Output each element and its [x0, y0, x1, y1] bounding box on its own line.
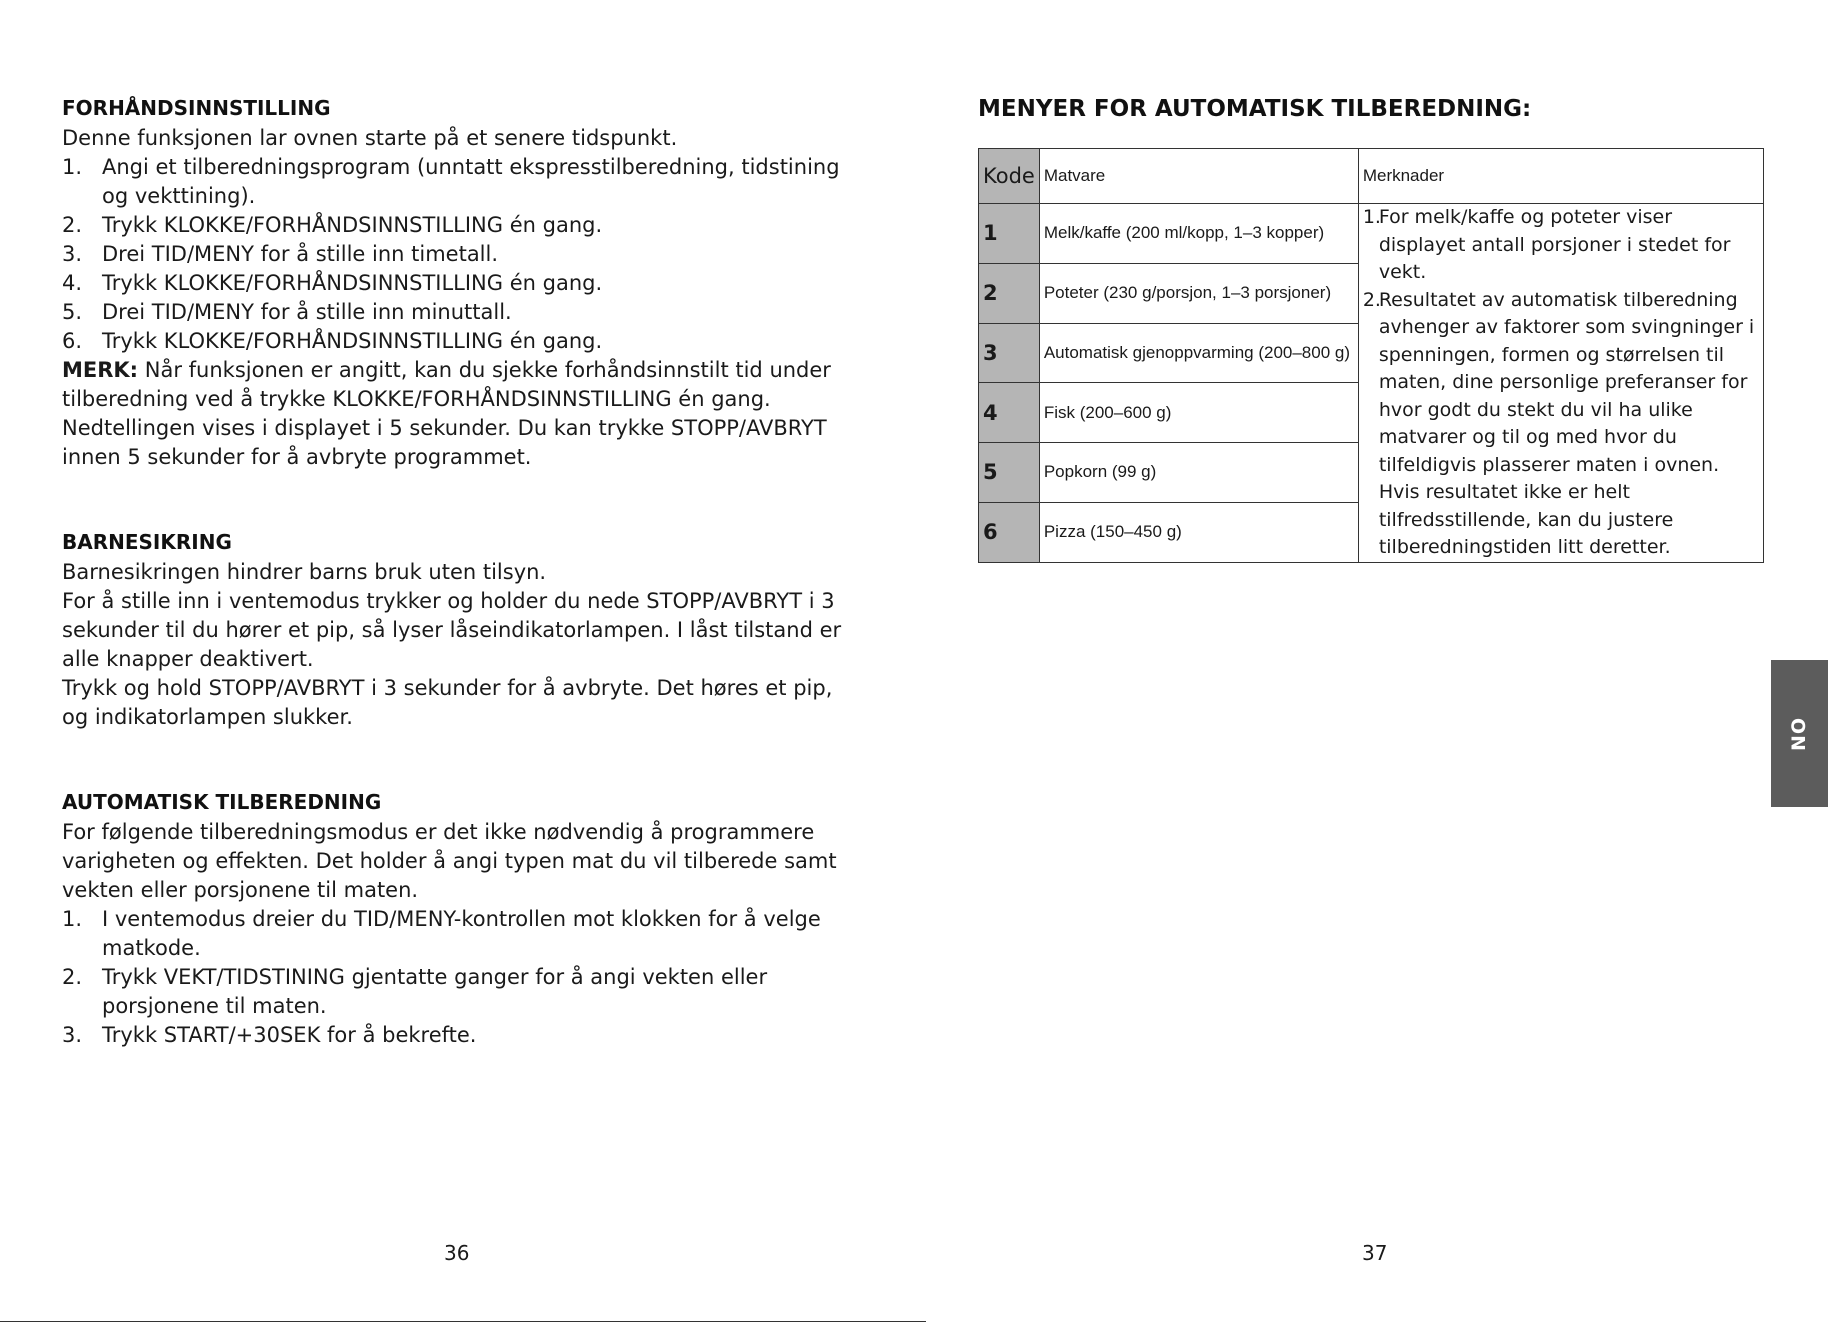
list-item — [62, 153, 862, 211]
step-text: Trykk KLOKKE/FORHÅNDSINNSTILLING én gang. — [102, 271, 603, 295]
page-number-left: 36 — [444, 1241, 470, 1265]
step-number: 2. — [62, 965, 83, 989]
list-item — [62, 1021, 862, 1050]
step-number: 6. — [62, 329, 83, 353]
food-cell: Fisk (200–600 g) — [1039, 383, 1358, 443]
table-row — [979, 204, 1764, 264]
note-label: MERK: — [62, 358, 139, 382]
note-item — [1363, 204, 1759, 287]
list-item — [62, 327, 862, 356]
note-item — [1363, 287, 1759, 562]
preset-note — [62, 356, 862, 472]
step-text: Trykk KLOKKE/FORHÅNDSINNSTILLING én gang. — [102, 213, 603, 237]
food-cell: Popkorn (99 g) — [1039, 443, 1358, 503]
step-text: Trykk KLOKKE/FORHÅNDSINNSTILLING én gang. — [102, 329, 603, 353]
auto-cook-steps — [62, 905, 862, 1050]
language-tab — [1771, 660, 1828, 807]
auto-cook-intro: For følgende tilberedningsmodus er det ikke nødvendig å programmere varigheten og effekten. Det holder å angi typen mat du vil tilberede samt vekten eller porsjonene til maten. — [62, 820, 837, 902]
child-lock-p3: Trykk og hold STOPP/AVBRYT i 3 sekunder for å avbryte. Det høres et pip, og indikatorlampen slukker. — [62, 676, 833, 729]
right-page — [978, 96, 1768, 563]
column-header-code: Kode — [979, 149, 1040, 204]
column-header-food: Matvare — [1039, 149, 1358, 204]
child-lock-section — [62, 530, 862, 732]
step-number: 3. — [62, 1023, 83, 1047]
menu-table-title: MENYER FOR AUTOMATISK TILBEREDNING: — [978, 96, 1532, 122]
preset-intro: Denne funksjonen lar ovnen starte på et senere tidspunkt. — [62, 126, 678, 150]
child-lock-p1: Barnesikringen hindrer barns bruk uten tilsyn. — [62, 560, 547, 584]
food-cell: Pizza (150–450 g) — [1039, 502, 1358, 562]
code-cell: 5 — [979, 443, 1040, 503]
step-number: 2. — [62, 213, 83, 237]
code-cell: 1 — [979, 204, 1040, 264]
step-number: 1. — [62, 907, 83, 931]
food-cell: Melk/kaffe (200 ml/kopp, 1–3 kopper) — [1039, 204, 1358, 264]
list-item — [62, 963, 862, 1021]
list-item — [62, 269, 862, 298]
step-text: Drei TID/MENY for å stille inn timetall. — [102, 242, 499, 266]
step-number: 1. — [62, 155, 83, 179]
code-cell: 2 — [979, 263, 1040, 323]
table-header-row — [979, 149, 1764, 204]
notes-cell — [1358, 204, 1763, 563]
food-cell: Poteter (230 g/porsjon, 1–3 porsjoner) — [1039, 263, 1358, 323]
auto-cook-menu-table — [978, 148, 1764, 563]
auto-cook-title: AUTOMATISK TILBEREDNING — [62, 790, 382, 814]
list-item — [62, 211, 862, 240]
step-text: Drei TID/MENY for å stille inn minuttall. — [102, 300, 512, 324]
food-cell: Automatisk gjenoppvarming (200–800 g) — [1039, 323, 1358, 383]
list-item — [62, 905, 862, 963]
preset-title: FORHÅNDSINNSTILLING — [62, 96, 331, 120]
step-number: 3. — [62, 242, 83, 266]
preset-section — [62, 96, 862, 472]
language-tab-label: NO — [1788, 716, 1811, 751]
column-header-notes: Merknader — [1358, 149, 1763, 204]
code-cell: 4 — [979, 383, 1040, 443]
step-text: Trykk START/+30SEK for å bekrefte. — [102, 1023, 477, 1047]
step-number: 4. — [62, 271, 83, 295]
step-text: Trykk VEKT/TIDSTINING gjentatte ganger for å angi vekten eller porsjonene til maten. — [102, 965, 768, 1018]
left-page — [62, 96, 862, 1050]
auto-cook-section — [62, 790, 862, 1050]
step-text: Angi et tilberedningsprogram (unntatt ekspresstilberedning, tidstining og vekttining). — [102, 155, 840, 208]
note-number: 2. — [1362, 288, 1381, 311]
note-text: Resultatet av automatisk tilberedning avhenger av faktorer som svingninger i spenningen, formen og størrelsen til maten, dine personlige preferanser for hvor godt du stekt du vil ha ulike matvarer og til og med hvor du tilfeldigvis plasserer maten i ovnen. Hvis resultatet ikke er helt tilfredsstillende, kan du justere tilberedningstiden litt deretter. — [1378, 288, 1755, 558]
child-lock-p2: For å stille inn i ventemodus trykker og holder du nede STOPP/AVBRYT i 3 sekunder til du hører et pip, så lyser låseindikatorlampen. I låst tilstand er alle knapper deaktivert. — [62, 589, 842, 671]
page-number-right: 37 — [1362, 1241, 1388, 1265]
code-cell: 3 — [979, 323, 1040, 383]
step-number: 5. — [62, 300, 83, 324]
list-item — [62, 240, 862, 269]
note-text: Når funksjonen er angitt, kan du sjekke forhåndsinnstilt tid under tilberedning ved å trykke KLOKKE/FORHÅNDSINNSTILLING én gang. Nedtellingen vises i displayet i 5 sekunder. Du kan trykke STOPP/AVBRYT innen 5 sekunder for å avbryte programmet. — [62, 358, 831, 469]
child-lock-title: BARNESIKRING — [62, 530, 232, 554]
note-number: 1. — [1362, 206, 1381, 228]
list-item — [62, 298, 862, 327]
preset-steps — [62, 153, 862, 356]
code-cell: 6 — [979, 502, 1040, 562]
step-text: I ventemodus dreier du TID/MENY-kontrollen mot klokken for å velge matkode. — [102, 907, 821, 960]
note-text: For melk/kaffe og poteter viser displayet antall porsjoner i stedet for vekt. — [1378, 206, 1731, 283]
bottom-divider — [0, 1321, 926, 1322]
